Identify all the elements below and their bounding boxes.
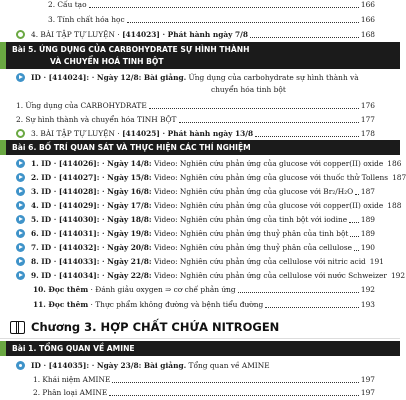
toc-entry[interactable] — [48, 13, 375, 26]
video-label: 5. ID · [414030]: · Ngày 18/8: Video: Nghiên cứu phản ứng của tinh bột với iodine — [31, 215, 348, 224]
toc-entry-page: 188 — [387, 201, 402, 210]
lecture-label-line2: chuyển hóa tinh bột — [211, 85, 286, 94]
reading-label: 10. Đọc thêm · Đánh giảu oxygen ⇒ cơ chế phản ứng — [33, 285, 236, 294]
toc-entry-label: 3. BÀI TẬP TỰ LUYỆN · [414025] · Phát hành ngày 13/8 — [31, 129, 254, 138]
play-icon — [16, 73, 25, 82]
video-label: 8. ID · [414033]: · Ngày 21/8: Video: Nghiên cứu phản ứng của cellulose với nitric acid — [31, 257, 366, 266]
reading-entry[interactable] — [33, 298, 375, 311]
toc-entry-page: 186 — [387, 159, 402, 168]
video-entry[interactable] — [16, 185, 375, 198]
video-entry[interactable] — [16, 227, 375, 240]
toc-entry-page: 176 — [360, 101, 375, 110]
leader-dots — [112, 382, 359, 383]
lecture-entry[interactable] — [16, 359, 375, 372]
toc-entry-page: 189 — [360, 229, 375, 238]
circle-bullet-icon — [16, 30, 25, 39]
lesson-title-line2: VÀ CHUYỂN HOÁ TINH BỘT — [50, 57, 164, 66]
toc-entry-page: 166 — [360, 0, 375, 9]
leader-dots — [250, 37, 359, 38]
toc-entry-label: 3. Tính chất hóa học — [48, 15, 125, 24]
lesson-title: Bài 6. BỐ TRÍ QUAN SÁT VÀ THỰC HIỆN CÁC THÍ NGHIỆM — [12, 143, 251, 152]
toc-entry-label: 1. Khái niệm AMINE — [33, 375, 111, 384]
toc-entry-page: 192 — [360, 285, 375, 294]
toc-entry-page: 177 — [360, 115, 375, 124]
video-label: 2. ID · [414027]: · Ngày 15/8: Video: Nghiên cứu phản ứng của glucose với thuốc thử Tollens — [31, 173, 389, 182]
toc-entry-label: 2. Cấu tạo — [48, 0, 87, 9]
toc-entry-page: 197 — [360, 375, 375, 384]
play-icon — [16, 201, 25, 210]
toc-entry-page: 191 — [369, 257, 384, 266]
play-icon — [16, 257, 25, 266]
play-icon — [16, 229, 25, 238]
leader-dots — [89, 7, 359, 8]
video-entry[interactable] — [16, 199, 402, 212]
toc-entry-label: 1. Ứng dụng của CARBOHYDRATE — [16, 101, 147, 110]
toc-entry[interactable] — [48, 0, 375, 11]
video-entry[interactable] — [16, 241, 375, 254]
reading-label: 11. Đọc thêm · Thực phẩm không đường và bệnh tiểu đường — [33, 300, 264, 309]
divider — [0, 338, 400, 339]
toc-entry-page: 168 — [360, 30, 375, 39]
toc-entry-label: 2. Phân loại AMINE — [33, 388, 108, 397]
lesson-accent — [0, 341, 6, 356]
circle-bullet-icon — [16, 129, 25, 138]
lecture-label: ID · [414035]: · Ngày 23/8: Bài giảng. Tổng quan về AMINE — [31, 361, 270, 370]
leader-dots — [255, 136, 359, 137]
toc-entry-label: 2. Sự hình thành và chuyển hóa TINH BỘT — [16, 115, 177, 124]
leader-dots — [350, 236, 359, 237]
toc-entry[interactable] — [33, 386, 375, 399]
reading-entry[interactable] — [33, 283, 375, 296]
play-icon — [16, 159, 25, 168]
toc-entry-page: 193 — [360, 300, 375, 309]
lesson-header — [0, 341, 400, 356]
practice-entry[interactable] — [16, 127, 375, 140]
lesson-title: Bài 1. TỔNG QUAN VỀ AMINE — [12, 344, 135, 353]
video-label: 6. ID · [414031]: · Ngày 19/8: Video: Nghiên cứu phản ứng thuỷ phân của tinh bột — [31, 229, 349, 238]
video-label: 4. ID · [414029]: · Ngày 17/8: Video: Nghiên cứu phản ứng của glucose với copper(II) oxide — [31, 201, 384, 210]
leader-dots — [179, 122, 359, 123]
video-entry[interactable] — [16, 255, 384, 268]
video-label: 1. ID · [414026]: · Ngày 14/8: Video: Nghiên cứu phản ứng của glucose với copper(II) oxide — [31, 159, 384, 168]
chapter-title-text: Chương 3. HỢP CHẤT CHỨA NITROGEN — [31, 320, 280, 334]
toc-entry-page: 178 — [360, 129, 375, 138]
toc-entry-page: 197 — [360, 388, 375, 397]
practice-entry[interactable] — [16, 28, 375, 41]
lesson-accent — [0, 140, 6, 155]
toc-entry-page: 187 — [360, 187, 375, 196]
book-icon — [10, 321, 25, 333]
toc-entry[interactable] — [16, 99, 375, 112]
video-label: 7. ID · [414032]: · Ngày 20/8: Video: Nghiên cứu phản ứng thuỷ phân của cellulose — [31, 243, 352, 252]
video-entry[interactable] — [16, 171, 406, 184]
play-icon — [16, 243, 25, 252]
play-icon — [16, 187, 25, 196]
video-entry[interactable] — [16, 213, 375, 226]
toc-entry[interactable] — [16, 113, 375, 126]
play-icon — [16, 271, 25, 280]
toc-entry-page: 192 — [390, 271, 406, 280]
toc-entry[interactable] — [33, 373, 375, 386]
play-icon — [16, 215, 25, 224]
leader-dots — [238, 292, 359, 293]
toc-entry-page: 189 — [360, 215, 375, 224]
video-label: 3. ID · [414028]: · Ngày 16/8: Video: Nghiên cứu phản ứng của glucose với Br₂/H₂O — [31, 187, 354, 196]
lesson-accent — [0, 42, 6, 69]
toc-entry-page: 190 — [360, 243, 375, 252]
leader-dots — [127, 22, 359, 23]
leader-dots — [149, 108, 359, 109]
video-entry[interactable] — [16, 157, 402, 170]
play-icon — [16, 173, 25, 182]
leader-dots — [109, 395, 359, 396]
leader-dots — [354, 250, 359, 251]
lecture-label: ID · [414024]: · Ngày 12/8: Bài giảng. Ứng dụng của carbohydrate sự hình thành và — [31, 73, 359, 82]
lesson-header — [0, 140, 400, 155]
play-icon — [16, 361, 25, 370]
leader-dots — [349, 222, 359, 223]
lesson-header — [0, 42, 400, 69]
leader-dots — [265, 307, 359, 308]
video-label: 9. ID · [414034]: · Ngày 22/8: Video: Nghiên cứu phản ứng của cellulose với nước Schweizer — [31, 271, 387, 280]
toc-entry-page: 187 — [392, 173, 406, 182]
video-entry[interactable] — [16, 269, 406, 282]
chapter-title — [0, 317, 400, 337]
lesson-title: Bài 5. ỨNG DỤNG CỦA CARBOHYDRATE SỰ HÌNH THÀNH — [12, 45, 250, 54]
toc-entry-page: 166 — [360, 15, 375, 24]
leader-dots — [355, 194, 359, 195]
toc-entry-label: 4. BÀI TẬP TỰ LUYỆN · [414023] · Phát hành ngày 7/8 — [31, 30, 249, 39]
